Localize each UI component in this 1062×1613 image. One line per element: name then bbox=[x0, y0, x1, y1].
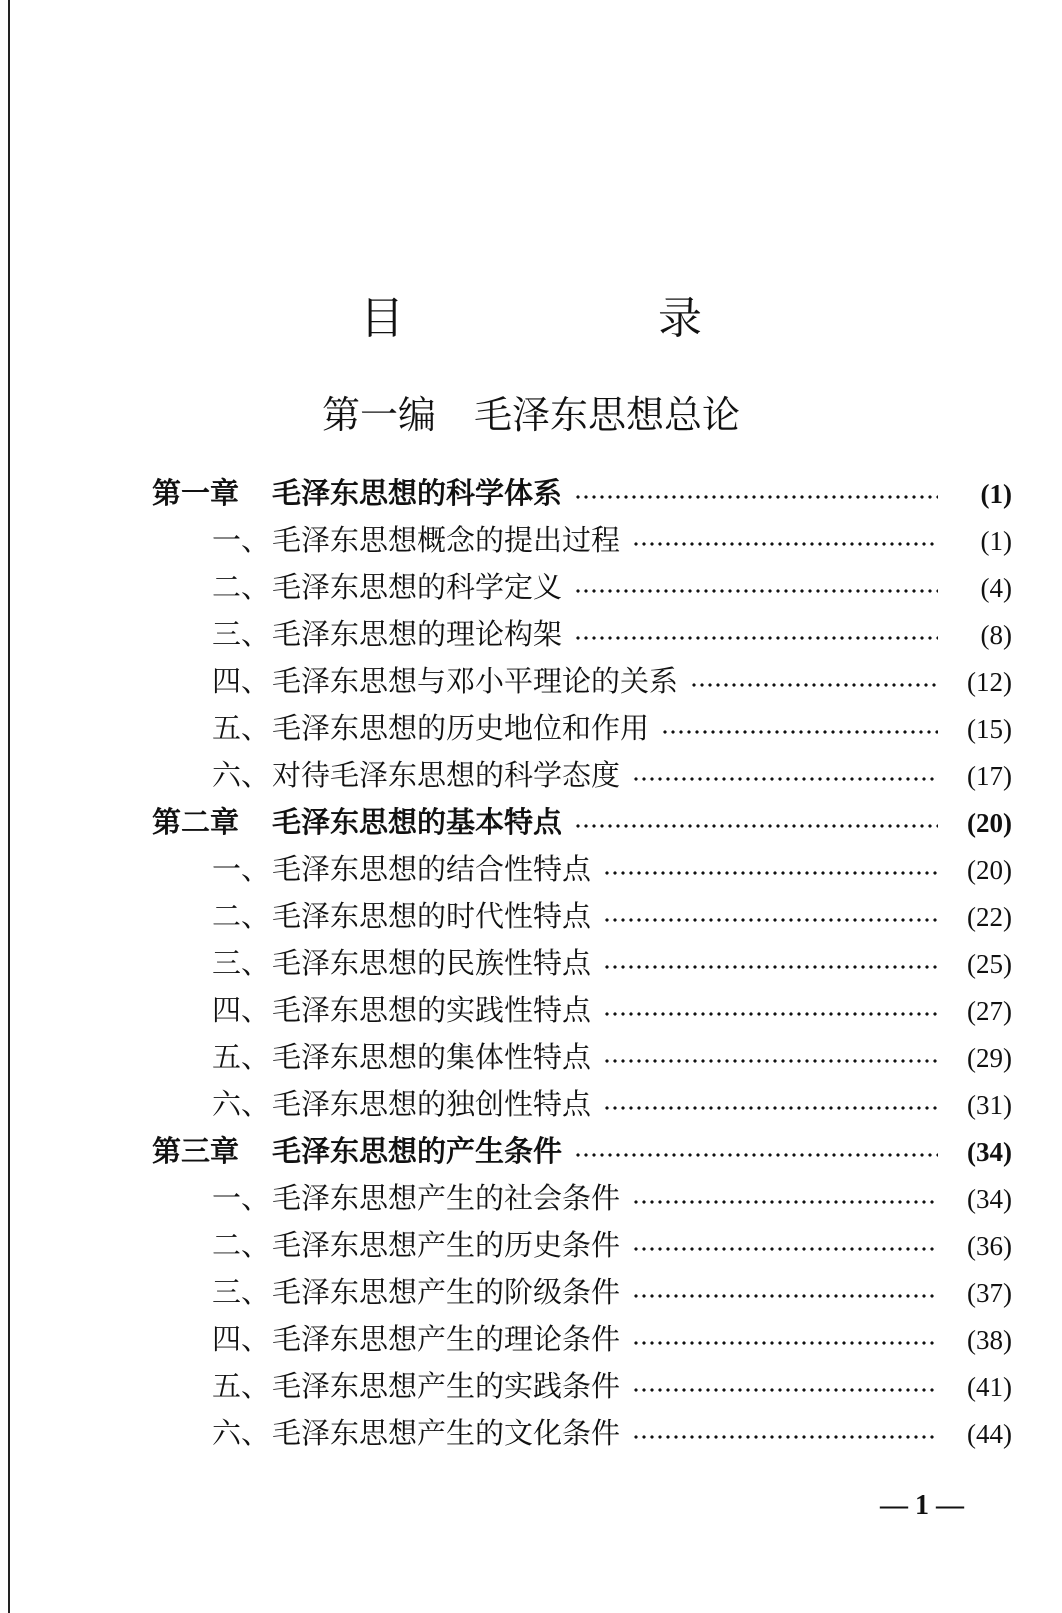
entry-page-number: (34) bbox=[967, 1137, 1012, 1167]
toc-section-entry bbox=[152, 893, 1012, 940]
entry-number: 一、 bbox=[212, 852, 271, 886]
entry-title: 毛泽东思想产生的阶级条件 bbox=[272, 1275, 621, 1309]
entry-title: 毛泽东思想的时代性特点 bbox=[272, 899, 592, 933]
toc-section-entry bbox=[152, 1034, 1012, 1081]
entry-number: 六、 bbox=[212, 758, 271, 792]
entry-page-number: (22) bbox=[967, 902, 1012, 932]
entry-title: 毛泽东思想的产生条件 bbox=[272, 1134, 563, 1168]
dot-leader bbox=[574, 495, 938, 499]
toc-section-entry bbox=[152, 940, 1012, 987]
entry-title: 毛泽东思想概念的提出过程 bbox=[272, 523, 621, 557]
dot-leader bbox=[574, 589, 938, 593]
toc-section-entry bbox=[152, 611, 1012, 658]
entry-page-number: (15) bbox=[967, 714, 1012, 744]
entry-number: 二、 bbox=[212, 1228, 271, 1262]
dot-leader bbox=[574, 636, 938, 640]
entry-page-number: (36) bbox=[967, 1231, 1012, 1261]
entry-number: 一、 bbox=[212, 1181, 271, 1215]
dot-leader bbox=[574, 1153, 938, 1157]
entry-page-number: (29) bbox=[967, 1043, 1012, 1073]
entry-number: 四、 bbox=[212, 664, 271, 698]
toc-section-entry bbox=[152, 564, 1012, 611]
entry-number: 二、 bbox=[212, 899, 271, 933]
dot-leader bbox=[690, 683, 938, 687]
entry-page-number: (41) bbox=[967, 1372, 1012, 1402]
entry-page-number: (37) bbox=[967, 1278, 1012, 1308]
entry-page-number: (17) bbox=[967, 761, 1012, 791]
entry-number: 三、 bbox=[212, 946, 271, 980]
entry-title: 毛泽东思想的科学体系 bbox=[272, 476, 563, 510]
entry-number: 第二章 bbox=[152, 805, 240, 839]
toc-section-entry bbox=[152, 1316, 1012, 1363]
entry-title: 毛泽东思想产生的文化条件 bbox=[272, 1416, 621, 1450]
entry-title: 毛泽东思想的历史地位和作用 bbox=[272, 711, 650, 745]
toc-section-entry bbox=[152, 846, 1012, 893]
dot-leader bbox=[632, 777, 938, 781]
entry-title: 毛泽东思想的独创性特点 bbox=[272, 1087, 592, 1121]
entry-number: 六、 bbox=[212, 1087, 271, 1121]
entry-title: 毛泽东思想的民族性特点 bbox=[272, 946, 592, 980]
entry-number: 第三章 bbox=[152, 1134, 240, 1168]
entry-page-number: (25) bbox=[967, 949, 1012, 979]
entry-page-number: (34) bbox=[967, 1184, 1012, 1214]
entry-title: 毛泽东思想的科学定义 bbox=[272, 570, 563, 604]
page-number: — 1 — bbox=[880, 1490, 964, 1521]
entry-page-number: (20) bbox=[967, 808, 1012, 838]
toc-section-entry bbox=[152, 705, 1012, 752]
dot-leader bbox=[603, 1012, 938, 1016]
entry-number: 三、 bbox=[212, 1275, 271, 1309]
entry-title: 毛泽东思想的集体性特点 bbox=[272, 1040, 592, 1074]
entry-title: 对待毛泽东思想的科学态度 bbox=[272, 758, 621, 792]
entry-page-number: (31) bbox=[967, 1090, 1012, 1120]
entry-number: 四、 bbox=[212, 993, 271, 1027]
dot-leader bbox=[632, 1341, 938, 1345]
dot-leader bbox=[661, 730, 938, 734]
toc-section-entry bbox=[152, 517, 1012, 564]
dot-leader bbox=[632, 1388, 938, 1392]
entry-number: 五、 bbox=[212, 1369, 271, 1403]
page-title: 目 录 bbox=[360, 293, 822, 344]
entry-number: 五、 bbox=[212, 1040, 271, 1074]
entry-number: 二、 bbox=[212, 570, 271, 604]
toc-section-entry bbox=[152, 1081, 1012, 1128]
entry-page-number: (1) bbox=[980, 479, 1012, 509]
dot-leader bbox=[603, 965, 938, 969]
toc-chapter-entry bbox=[152, 470, 1012, 517]
table-of-contents bbox=[152, 470, 1012, 1457]
entry-title: 毛泽东思想的理论构架 bbox=[272, 617, 563, 651]
page-edge-line bbox=[8, 0, 10, 1613]
entry-number: 四、 bbox=[212, 1322, 271, 1356]
toc-section-entry bbox=[152, 658, 1012, 705]
entry-title: 毛泽东思想产生的历史条件 bbox=[272, 1228, 621, 1262]
toc-section-entry bbox=[152, 1175, 1012, 1222]
entry-page-number: (4) bbox=[980, 573, 1012, 603]
toc-section-entry bbox=[152, 1222, 1012, 1269]
entry-title: 毛泽东思想与邓小平理论的关系 bbox=[272, 664, 679, 698]
entry-title: 毛泽东思想的实践性特点 bbox=[272, 993, 592, 1027]
dot-leader bbox=[603, 918, 938, 922]
entry-page-number: (44) bbox=[967, 1419, 1012, 1449]
entry-page-number: (20) bbox=[967, 855, 1012, 885]
entry-page-number: (12) bbox=[967, 667, 1012, 697]
entry-number: 三、 bbox=[212, 617, 271, 651]
entry-title: 毛泽东思想产生的实践条件 bbox=[272, 1369, 621, 1403]
dot-leader bbox=[574, 824, 938, 828]
dot-leader bbox=[632, 1200, 938, 1204]
dot-leader bbox=[632, 1294, 938, 1298]
dot-leader bbox=[603, 1106, 938, 1110]
entry-title: 毛泽东思想产生的社会条件 bbox=[272, 1181, 621, 1215]
entry-number: 五、 bbox=[212, 711, 271, 745]
toc-chapter-entry bbox=[152, 799, 1012, 846]
entry-title: 毛泽东思想产生的理论条件 bbox=[272, 1322, 621, 1356]
entry-page-number: (1) bbox=[980, 526, 1012, 556]
dot-leader bbox=[603, 1059, 938, 1063]
entry-number: 第一章 bbox=[152, 476, 240, 510]
toc-section-entry bbox=[152, 1363, 1012, 1410]
entry-title: 毛泽东思想的基本特点 bbox=[272, 805, 563, 839]
toc-chapter-entry bbox=[152, 1128, 1012, 1175]
toc-section-entry bbox=[152, 987, 1012, 1034]
dot-leader bbox=[603, 871, 938, 875]
dot-leader bbox=[632, 1435, 938, 1439]
entry-page-number: (8) bbox=[980, 620, 1012, 650]
entry-page-number: (27) bbox=[967, 996, 1012, 1026]
part-title: 第一编 毛泽东思想总论 bbox=[321, 393, 740, 437]
entry-number: 六、 bbox=[212, 1416, 271, 1450]
dot-leader bbox=[632, 1247, 938, 1251]
toc-section-entry bbox=[152, 752, 1012, 799]
entry-number: 一、 bbox=[212, 523, 271, 557]
entry-page-number: (38) bbox=[967, 1325, 1012, 1355]
toc-section-entry bbox=[152, 1269, 1012, 1316]
dot-leader bbox=[632, 542, 938, 546]
entry-title: 毛泽东思想的结合性特点 bbox=[272, 852, 592, 886]
toc-section-entry bbox=[152, 1410, 1012, 1457]
